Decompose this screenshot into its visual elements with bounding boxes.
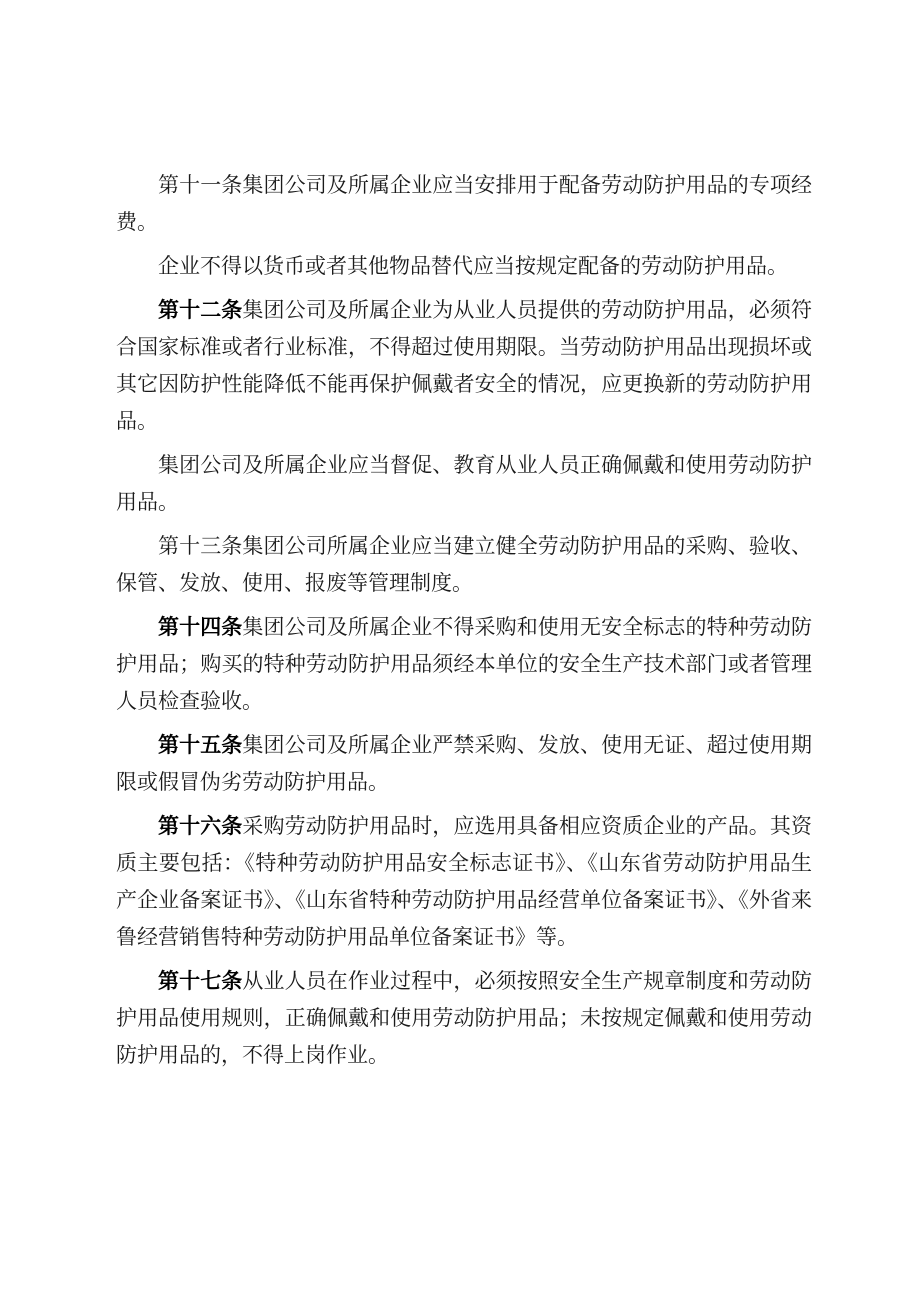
paragraph-text: 集团公司及所属企业为从业人员提供的劳动防护用品，必须符合国家标准或者行业标准，不得超过使用期限。当劳动防护用品出现损坏或其它因防护性能降低不能再保护佩戴者安全的情况，应更换新的劳动防护用品。 [116, 298, 813, 433]
paragraph-text: 企业不得以货币或者其他物品替代应当按规定配备的劳动防护用品。 [158, 254, 788, 278]
paragraph-text: 集团公司及所属企业应当督促、教育从业人员正确佩戴和使用劳动防护用品。 [116, 453, 812, 514]
article-number: 第十五条 [158, 733, 243, 757]
paragraph-art-12-cont [116, 447, 812, 521]
paragraph-art-12 [116, 292, 812, 440]
paragraph-art-16 [116, 808, 812, 956]
paragraph-text: 第十三条集团公司所属企业应当建立健全劳动防护用品的采购、验收、保管、发放、使用、报废等管理制度。 [116, 534, 812, 595]
paragraph-art-13 [116, 528, 812, 602]
document-body [116, 167, 812, 1081]
article-number: 第十四条 [158, 615, 243, 639]
article-number: 第十七条 [158, 969, 243, 993]
article-number: 第十六条 [158, 814, 243, 838]
paragraph-art-17 [116, 963, 812, 1074]
paragraph-text: 第十一条集团公司及所属企业应当安排用于配备劳动防护用品的专项经费。 [116, 173, 812, 234]
paragraph-text: 集团公司及所属企业严禁采购、发放、使用无证、超过使用期限或假冒伪劣劳动防护用品。 [116, 733, 813, 794]
paragraph-art-11-cont [116, 248, 812, 285]
paragraph-text: 采购劳动防护用品时，应选用具备相应资质企业的产品。其资质主要包括：《特种劳动防护用品安全标志证书》、《山东省劳动防护用品生产企业备案证书》、《山东省特种劳动防护用品经营单位备案证书》、《外省来鲁经营销售特种劳动防护用品单位备案证书》等。 [116, 814, 813, 949]
paragraph-text: 集团公司及所属企业不得采购和使用无安全标志的特种劳动防护用品；购买的特种劳动防护用品须经本单位的安全生产技术部门或者管理人员检查验收。 [116, 615, 813, 713]
paragraph-art-15 [116, 727, 812, 801]
paragraph-art-14 [116, 609, 812, 720]
paragraph-art-11 [116, 167, 812, 241]
article-number: 第十二条 [158, 298, 243, 322]
paragraph-text: 从业人员在作业过程中，必须按照安全生产规章制度和劳动防护用品使用规则，正确佩戴和使用劳动防护用品；未按规定佩戴和使用劳动防护用品的，不得上岗作业。 [116, 969, 813, 1067]
